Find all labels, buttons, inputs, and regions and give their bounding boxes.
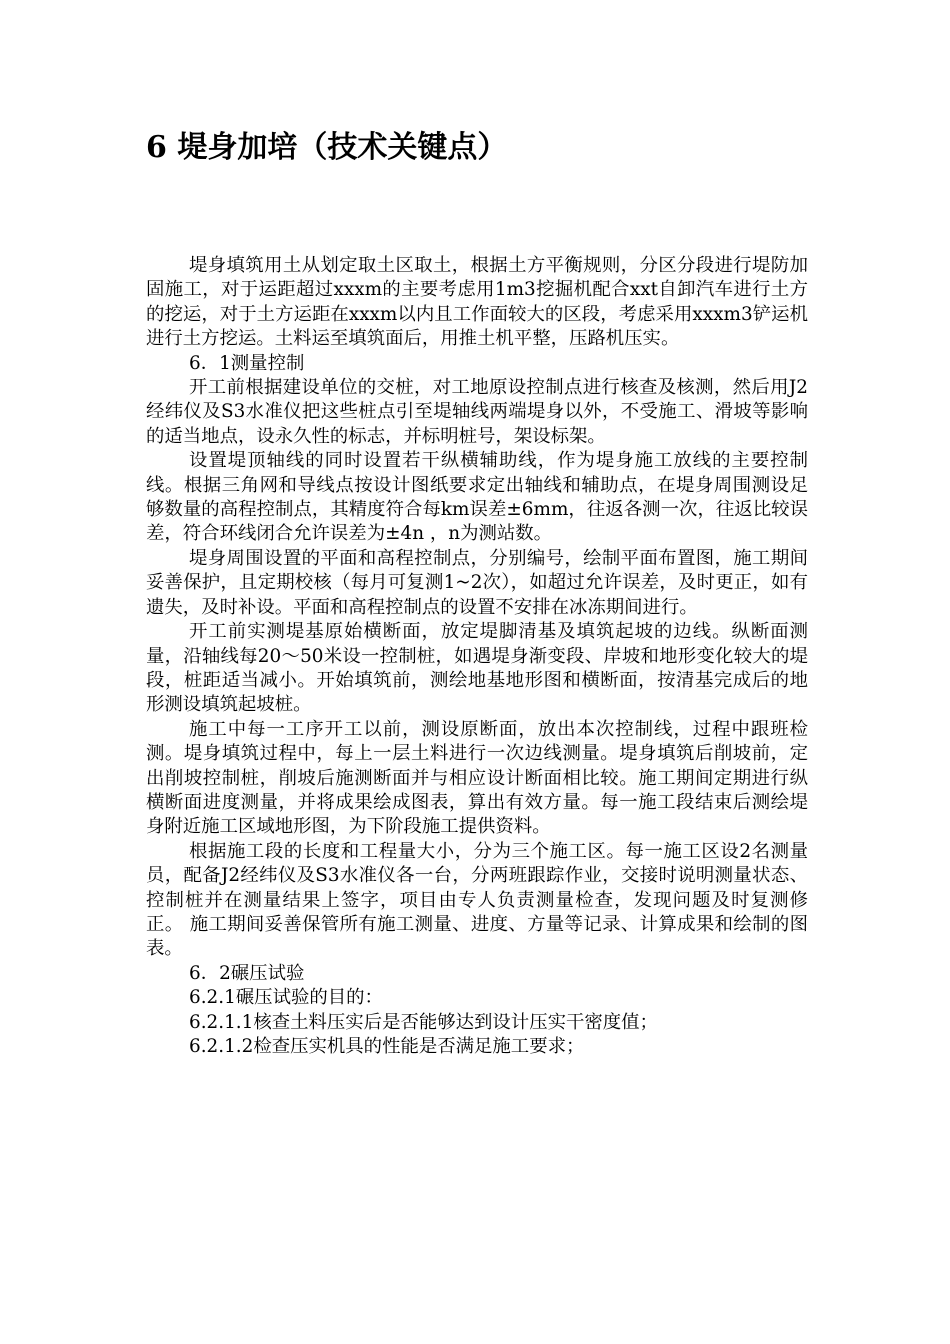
section-heading-compaction-test: 6．2碾压试验	[189, 962, 305, 984]
paragraph-benchmark-check: 开工前根据建设单位的交桩，对工地原设控制点进行核查及核测，然后用J2经纬仪及S3水准仪把这些桩点引至堤轴线两端堤身以外，不受施工、滑坡等影响的适当地点，设永久性的标志，并标明桩号，架设标架。	[146, 377, 808, 447]
list-item-machine-check: 6.2.1.2检查压实机具的性能是否满足施工要求；	[189, 1036, 585, 1057]
paragraph-cross-section: 开工前实测堤基原始横断面，放定堤脚清基及填筑起坡的边线。纵断面测量，沿轴线每20～50米设一控制桩，如遇堤身渐变段、岸坡和地形变化较大的堤段，桩距适当减小。开始填筑前，测绘地基地形图和横断面，按清基完成后的地形测设填筑起坡桩。	[146, 621, 808, 716]
document-body	[146, 254, 808, 1059]
list-item-density-check: 6.2.1.1核查土料压实后是否能够达到设计压实干密度值；	[189, 1011, 658, 1033]
paragraph-axis-setting: 设置堤顶轴线的同时设置若干纵横辅助线，作为堤身施工放线的主要控制线。根据三角网和导线点按设计图纸要求定出轴线和辅助点，在堤身周围测设足够数量的高程控制点，其精度符合每km误差±6mm，往返各测一次，往返比较误差，符合环线闭合允许误差为±4n ，n为测站数。	[146, 450, 808, 545]
section-heading-survey-control: 6．1测量控制	[189, 352, 305, 374]
paragraph-intro: 堤身填筑用土从划定取土区取土，根据土方平衡规则，分区分段进行堤防加固施工，对于运距超过xxxm的主要考虑用1m3挖掘机配合xxt自卸汽车进行土方的挖运，对于土方运距在xxxm以内且工作面较大的区段，考虑采用xxxm3铲运机进行土方挖运。土料运至填筑面后，用推土机平整，压路机压实。	[146, 255, 808, 350]
paragraph-control-points: 堤身周围设置的平面和高程控制点，分别编号，绘制平面布置图，施工期间妥善保护，且定期校核（每月可复测1~2次），如超过允许误差，及时更正，如有遗失，及时补设。平面和高程控制点的设置不安排在冰冻期间进行。	[146, 547, 808, 618]
subheading-test-purpose: 6.2.1碾压试验的目的：	[189, 987, 383, 1009]
paragraph-survey-staff: 根据施工段的长度和工程量大小，分为三个施工区。每一施工区设2名测量员，配备J2经纬仪及S3水准仪各一台，分两班跟踪作业，交接时说明测量状态、控制桩并在测量结果上签字，项目由专人负责测量检查，发现问题及时复测修正。 施工期间妥善保管所有施工测量、进度、方量等记录、计算成果和绘制的图表。	[146, 840, 808, 960]
paragraph-construction-survey: 施工中每一工序开工以前，测设原断面，放出本次控制线，过程中跟班检测。堤身填筑过程中，每上一层土料进行一次边线测量。堤身填筑后削坡前，定出削坡控制桩，削坡后施测断面并与相应设计断面相比较。施工期间定期进行纵横断面进度测量，并将成果绘成图表，算出有效方量。每一施工段结束后测绘堤身附近施工区域地形图，为下阶段施工提供资料。	[146, 718, 808, 838]
page-title: 6 堤身加培（技术关键点）	[146, 130, 508, 165]
